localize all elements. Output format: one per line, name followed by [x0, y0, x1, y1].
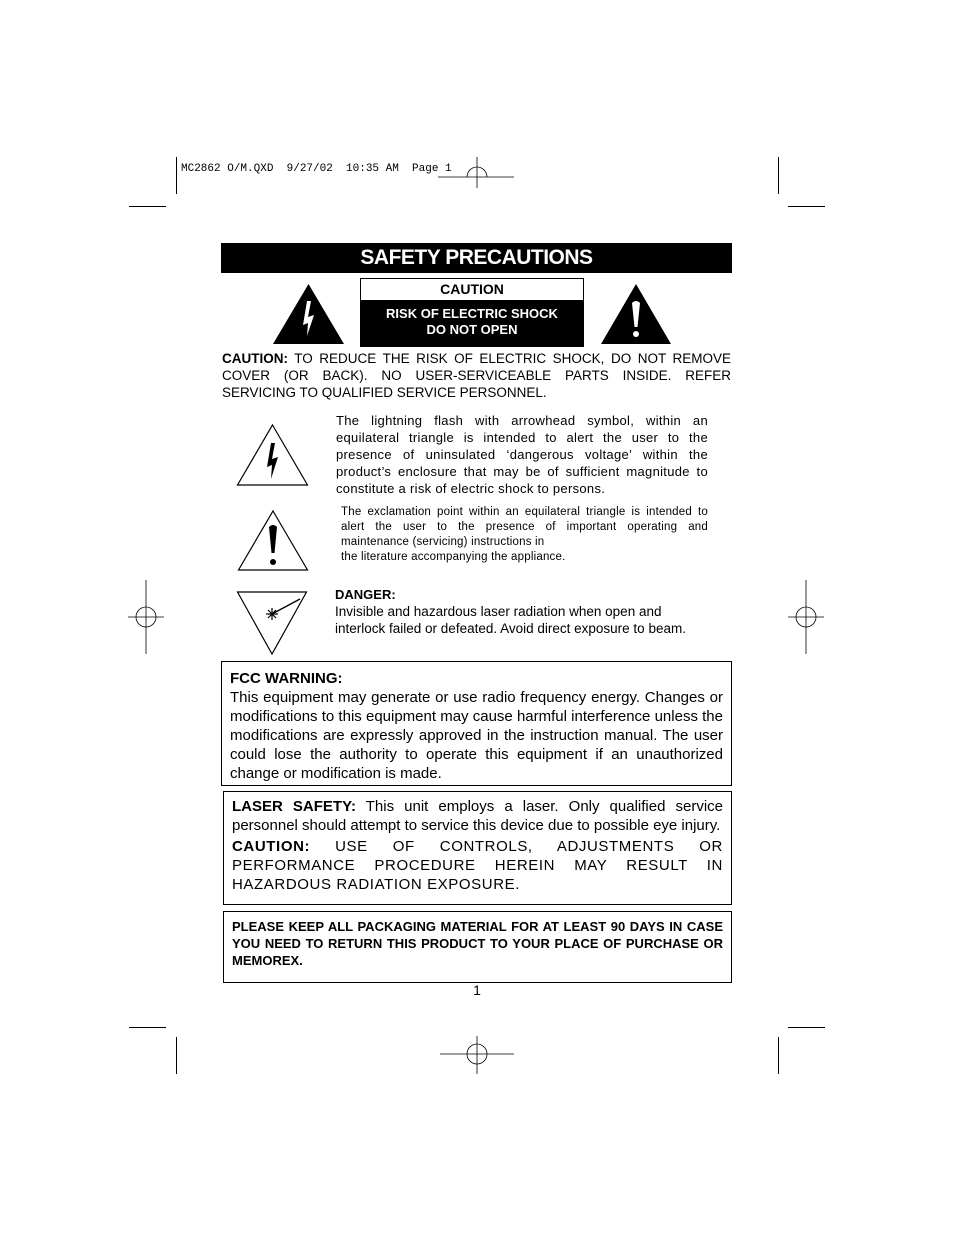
fcc-heading: FCC WARNING:	[230, 670, 343, 687]
page-title: SAFETY PRECAUTIONS	[221, 243, 732, 273]
danger-heading: DANGER:	[335, 587, 396, 602]
caution-label-line2: DO NOT OPEN	[426, 322, 518, 337]
exclamation-symbol-line1: The exclamation point within an equilateral triangle is intended to alert the user to the presence of important operating and maintenance (servicing) instructions in	[341, 506, 708, 548]
laser-caution-text: USE OF CONTROLS, ADJUSTMENTS OR PERFORMANCE PROCEDURE HEREIN MAY RESULT IN HAZARDOUS RADIATION EXPOSURE.	[232, 838, 723, 893]
registration-mark-icon	[430, 148, 522, 190]
laser-safety-lead: LASER SAFETY:	[232, 798, 356, 815]
lightning-symbol-text: The lightning flash with arrowhead symbol, within an equilateral triangle is intended to alert the user to the presence of uninsulated ‘dangerous voltage’ within the product’s enclosure that may be of sufficient magnitude to constitute a risk of electric shock to persons.	[336, 413, 708, 496]
caution-paragraph	[222, 350, 731, 401]
fcc-warning-box	[221, 661, 732, 786]
caution-paragraph-text: TO REDUCE THE RISK OF ELECTRIC SHOCK, DO NOT REMOVE COVER (OR BACK). NO USER-SERVICEABLE PARTS INSIDE. REFER SERVICING TO QUALIFIED SERVICE PERSONNEL.	[222, 351, 731, 400]
laser-safety-box	[223, 791, 732, 905]
packaging-notice-box	[223, 911, 732, 983]
registration-mark-icon	[436, 1034, 518, 1076]
lightning-triangle-icon	[272, 283, 345, 345]
laser-safety-text: This unit employs a laser. Only qualified service personnel should attempt to service this device due to possible eye injury.	[232, 798, 724, 834]
packaging-notice-text: PLEASE KEEP ALL PACKAGING MATERIAL FOR AT LEAST 90 DAYS IN CASE YOU NEED TO RETURN THIS PRODUCT TO YOUR PLACE OF PURCHASE OR MEMOREX.	[232, 919, 723, 968]
print-slug: MC2862 O/M.QXD 9/27/02 10:35 AM Page 1	[181, 163, 452, 175]
page-number: 1	[473, 982, 481, 998]
fcc-text: This equipment may generate or use radio frequency energy. Changes or modifications to this equipment may cause harmful interference unless the modifications are expressly approved in the instruction manual. The user could lose the authority to operate this equipment if an unauthorized change or modification is made.	[230, 689, 723, 782]
laser-safety-paragraph	[232, 797, 723, 835]
danger-text: Invisible and hazardous laser radiation when open and interlock failed or defeated. Avoid direct exposure to beam.	[335, 604, 686, 636]
caution-label-line1: RISK OF ELECTRIC SHOCK	[386, 306, 558, 321]
registration-mark-icon	[126, 578, 166, 656]
caution-label	[360, 278, 584, 347]
laser-caution-paragraph	[232, 837, 723, 894]
danger-block	[335, 586, 715, 637]
caution-label-body	[361, 300, 583, 346]
registration-mark-icon	[786, 578, 826, 656]
caution-paragraph-lead: CAUTION:	[222, 351, 288, 366]
laser-caution-lead: CAUTION:	[232, 838, 311, 855]
caution-label-header: CAUTION	[361, 279, 583, 300]
exclamation-triangle-icon	[237, 509, 309, 571]
laser-warning-icon	[236, 590, 308, 656]
exclamation-triangle-icon	[600, 283, 672, 345]
exclamation-symbol-text	[341, 505, 708, 565]
exclamation-symbol-line2: the literature accompanying the appliance.	[341, 551, 566, 563]
lightning-triangle-icon	[236, 423, 309, 487]
